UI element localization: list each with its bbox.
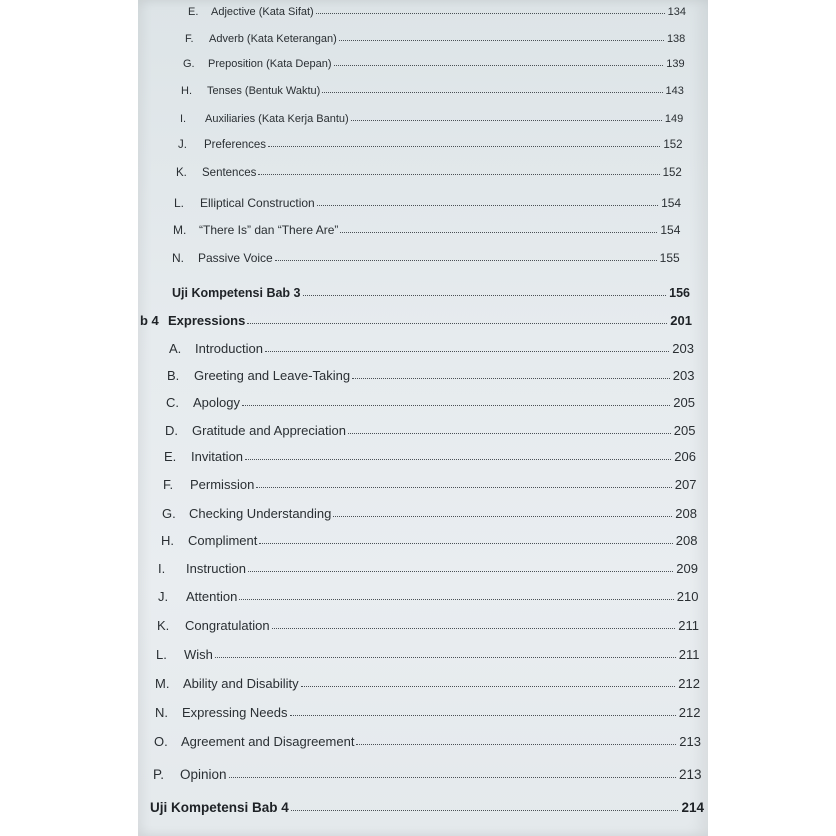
toc-item-letter: N. — [172, 251, 184, 265]
toc-item-title: Invitation — [191, 449, 244, 464]
toc-entry — [163, 477, 697, 492]
toc-entry — [155, 705, 701, 720]
toc-item-title: Attention — [186, 589, 238, 604]
toc-item-title: Gratitude and Appreciation — [192, 423, 346, 438]
toc-item-title: Wish — [184, 647, 213, 662]
toc-page-number: 154 — [660, 223, 681, 237]
toc-entry — [158, 561, 698, 576]
toc-item-letter: H. — [181, 85, 192, 97]
toc-item-title: “There Is” dan “There Are” — [199, 223, 339, 237]
dot-leader — [334, 64, 664, 66]
toc-entry — [164, 449, 696, 464]
toc-page-number: 138 — [666, 33, 686, 45]
toc-item-title: Passive Voice — [198, 251, 273, 265]
dot-leader — [265, 350, 669, 352]
dot-leader — [247, 322, 667, 324]
toc-entry — [172, 251, 680, 265]
toc-entry — [161, 533, 698, 548]
toc-item-title: Sentences — [202, 167, 257, 179]
toc-chapter-heading — [140, 313, 692, 328]
toc-page-number: 211 — [678, 647, 700, 662]
toc-entry — [181, 85, 684, 97]
toc-entry — [176, 167, 682, 179]
toc-item-title: Apology — [193, 395, 240, 410]
table-of-contents — [138, 0, 708, 836]
dot-leader — [356, 743, 676, 745]
toc-item-title: Expressing Needs — [182, 705, 288, 720]
dot-leader — [316, 12, 665, 14]
toc-entry — [155, 676, 700, 691]
toc-item-title: Congratulation — [185, 618, 270, 633]
dot-leader — [301, 685, 676, 687]
toc-entry — [158, 589, 699, 604]
dot-leader — [317, 204, 658, 206]
toc-item-letter: J. — [158, 589, 169, 604]
dot-leader — [245, 458, 671, 460]
toc-page-number: 155 — [659, 251, 680, 265]
toc-page-number: 207 — [674, 477, 697, 492]
toc-item-title: Greeting and Leave-Taking — [194, 368, 351, 383]
toc-item-letter: K. — [157, 618, 170, 633]
toc-entry — [173, 223, 680, 237]
toc-page-number: 211 — [678, 618, 699, 633]
toc-page-number: 205 — [673, 423, 696, 438]
toc-page-number: 152 — [662, 167, 682, 179]
toc-entry — [157, 618, 699, 633]
toc-item-letter: B. — [167, 368, 180, 383]
dot-leader — [352, 377, 670, 379]
toc-entry — [153, 767, 702, 782]
toc-item-title: Tenses (Bentuk Waktu) — [207, 85, 321, 97]
toc-item-letter: E. — [188, 6, 199, 18]
toc-page-number: 152 — [663, 139, 683, 151]
toc-item-title: Uji Kompetensi Bab 4 — [150, 800, 289, 815]
toc-item-letter: H. — [161, 533, 174, 548]
toc-item-title: Introduction — [195, 341, 263, 356]
toc-page-number: 208 — [675, 506, 697, 521]
toc-entry — [188, 6, 686, 18]
toc-item-letter: J. — [178, 139, 187, 151]
toc-item-title: Elliptical Construction — [200, 196, 315, 210]
toc-item-letter: L. — [174, 196, 185, 210]
toc-item-letter: M. — [155, 676, 170, 691]
toc-entry — [166, 395, 695, 410]
toc-item-letter: I. — [158, 561, 166, 576]
toc-item-letter: F. — [185, 33, 194, 45]
toc-chapter-test — [150, 800, 704, 815]
toc-page-number: 203 — [672, 341, 694, 356]
dot-leader — [351, 119, 662, 121]
dot-leader — [215, 656, 676, 658]
toc-entry — [165, 423, 696, 438]
toc-item-title: Preposition (Kata Depan) — [208, 58, 332, 70]
toc-item-letter: N. — [155, 705, 168, 720]
toc-entry — [154, 734, 701, 749]
toc-entry — [169, 341, 694, 356]
toc-item-letter: L. — [156, 647, 167, 662]
toc-entry — [178, 139, 683, 151]
toc-item-title: Adverb (Kata Keterangan) — [209, 33, 337, 45]
toc-page-number: 206 — [674, 449, 696, 464]
dot-leader — [258, 173, 659, 175]
dot-leader — [303, 294, 667, 296]
toc-page-number: 201 — [670, 313, 692, 328]
toc-item-letter: K. — [176, 167, 187, 179]
dot-leader — [340, 231, 657, 233]
toc-item-title: Compliment — [188, 533, 258, 548]
toc-item-letter: D. — [165, 423, 178, 438]
dot-leader — [248, 570, 673, 572]
toc-item-title: Instruction — [186, 561, 246, 576]
toc-item-letter: b 4 — [140, 313, 159, 328]
toc-page-number: 134 — [667, 6, 686, 18]
toc-item-title: Adjective (Kata Sifat) — [211, 6, 314, 18]
toc-page-number: 156 — [669, 286, 690, 300]
toc-item-letter: I. — [180, 113, 187, 125]
toc-item-letter: C. — [166, 395, 179, 410]
toc-page-number: 212 — [678, 676, 700, 691]
dot-leader — [275, 259, 657, 261]
toc-item-letter: E. — [164, 449, 177, 464]
dot-leader — [259, 542, 672, 544]
toc-item-letter: M. — [173, 223, 187, 237]
toc-page-number: 139 — [666, 58, 685, 70]
toc-page-number: 143 — [665, 85, 684, 97]
toc-page-number: 210 — [676, 589, 699, 604]
dot-leader — [242, 404, 670, 406]
toc-page-number: 205 — [673, 395, 695, 410]
dot-leader — [239, 598, 673, 600]
toc-page-number: 214 — [681, 800, 704, 815]
toc-entry — [185, 33, 685, 45]
toc-item-title: Auxiliaries (Kata Kerja Bantu) — [205, 113, 349, 125]
dot-leader — [333, 515, 672, 517]
dot-leader — [256, 486, 672, 488]
dot-leader — [290, 714, 676, 716]
toc-item-title: Preferences — [204, 139, 267, 151]
dot-leader — [291, 809, 679, 811]
dot-leader — [348, 432, 671, 434]
toc-item-title: Opinion — [180, 767, 227, 782]
toc-item-title: Permission — [190, 477, 255, 492]
toc-item-title: Agreement and Disagreement — [181, 734, 355, 749]
toc-page-number: 203 — [672, 368, 695, 383]
dot-leader — [272, 627, 676, 629]
toc-item-title: Checking Understanding — [189, 506, 332, 521]
toc-item-letter: O. — [154, 734, 168, 749]
dot-leader — [339, 39, 664, 41]
toc-item-letter: P. — [153, 767, 165, 782]
toc-item-letter: G. — [183, 58, 195, 70]
toc-item-title: Expressions — [168, 313, 246, 328]
toc-page-number: 213 — [678, 767, 702, 782]
toc-entry — [180, 113, 683, 125]
toc-page-number: 208 — [675, 533, 698, 548]
toc-item-title: Uji Kompetensi Bab 3 — [172, 286, 301, 300]
toc-entry — [156, 647, 700, 662]
toc-page-number: 149 — [664, 113, 684, 125]
dot-leader — [322, 91, 662, 93]
dot-leader — [268, 145, 660, 147]
toc-chapter-test — [172, 286, 690, 300]
toc-item-letter: A. — [169, 341, 182, 356]
dot-leader — [229, 776, 676, 778]
toc-page-number: 209 — [676, 561, 698, 576]
toc-page-number: 154 — [661, 196, 682, 210]
toc-entry — [162, 506, 697, 521]
toc-entry — [174, 196, 681, 210]
toc-entry — [183, 58, 685, 70]
toc-item-letter: F. — [163, 477, 174, 492]
toc-page-number: 213 — [679, 734, 701, 749]
toc-item-letter: G. — [162, 506, 176, 521]
toc-page-number: 212 — [678, 705, 701, 720]
toc-item-title: Ability and Disability — [183, 676, 299, 691]
toc-entry — [167, 368, 695, 383]
